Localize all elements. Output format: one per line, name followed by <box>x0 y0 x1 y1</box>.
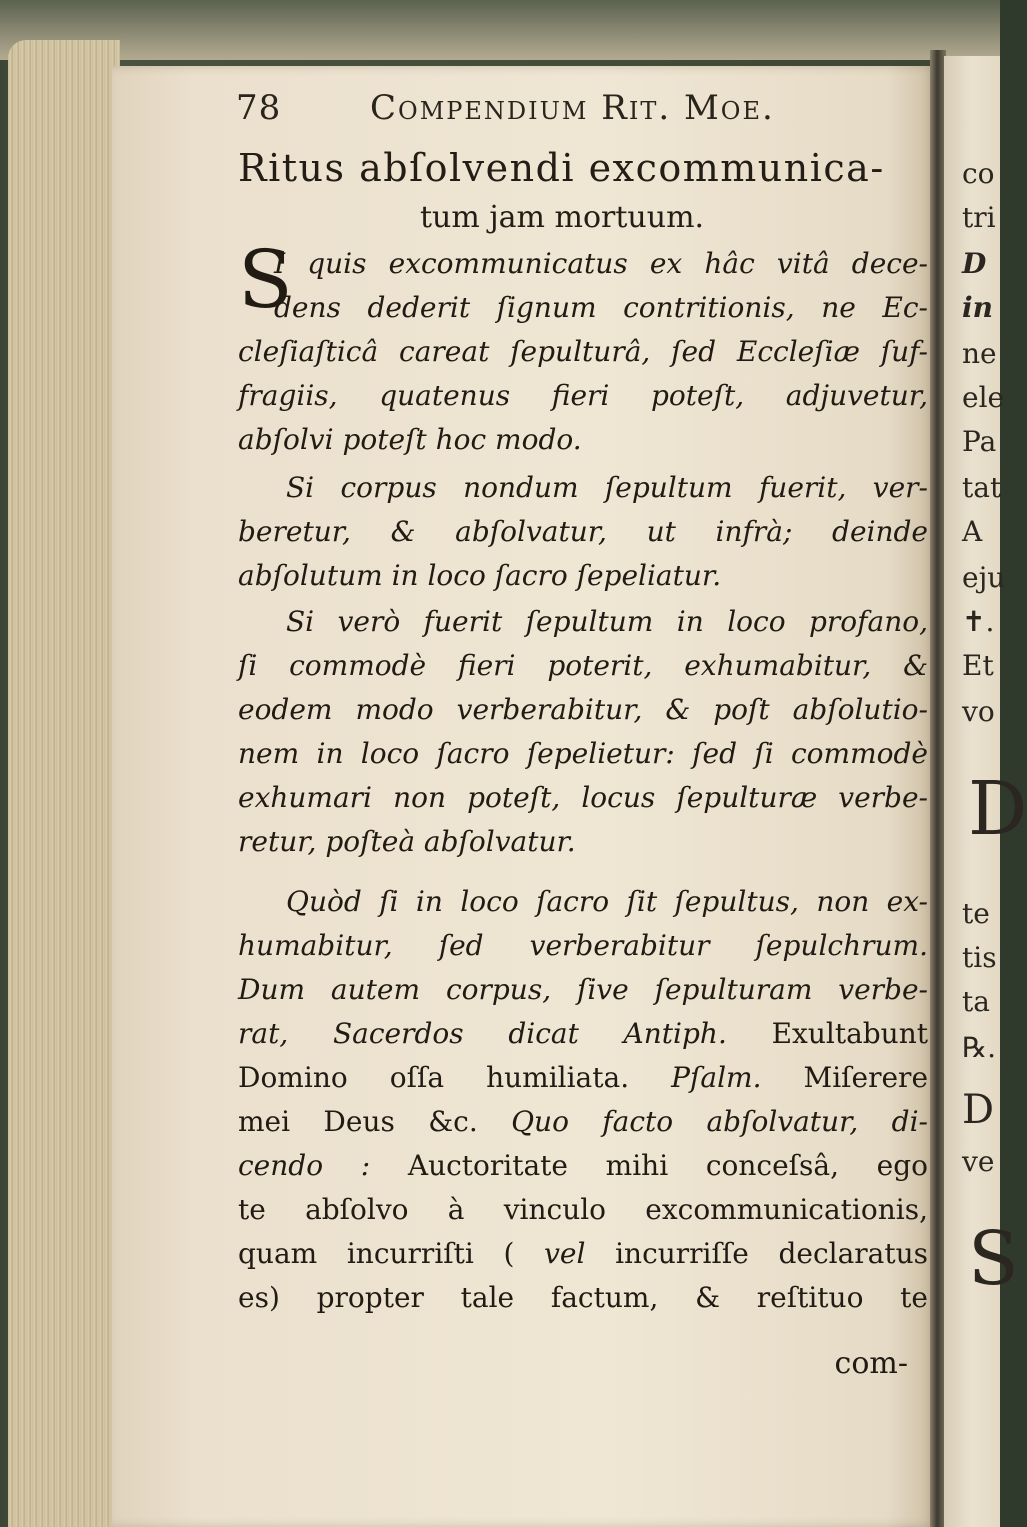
paragraph-2 <box>238 466 928 598</box>
facing-line: in <box>962 291 993 324</box>
text-line <box>238 1144 928 1188</box>
text-line: I quis excommunicatus ex hâc vitâ dece- <box>274 247 928 280</box>
roman-span: Auctoritate mihi conceſsâ, ego <box>407 1149 928 1182</box>
text-line: beretur, & abſolvatur, ut infrà; deinde <box>238 515 928 548</box>
facing-line: Pa <box>962 425 997 458</box>
paragraph-3 <box>238 600 928 864</box>
text-line: abſolutum in loco ſacro ſepeliatur. <box>238 559 722 592</box>
text-line: eodem modo verberabitur, & poſt abſolutio- <box>238 693 928 726</box>
facing-line: vo <box>962 695 995 728</box>
facing-line: ✝. <box>962 605 995 638</box>
italic-span: Pſalm. <box>671 1061 762 1094</box>
text-line: exhumari non poteſt, locus ſepulturæ verbe- <box>238 781 928 814</box>
facing-line: tat <box>962 471 1002 504</box>
facing-line: eju <box>962 561 1006 594</box>
facing-line: D <box>962 247 987 280</box>
facing-line: ta <box>962 985 990 1018</box>
page-number: 78 <box>236 88 282 128</box>
text-line: fragiis, quatenus fieri poteſt, adjuvetur, <box>238 379 928 412</box>
text-line <box>238 1056 928 1100</box>
paragraph-4 <box>238 880 928 1320</box>
text-line: Si corpus nondum ſepultum fuerit, ver- <box>286 471 928 504</box>
facing-line: ve <box>962 1145 995 1178</box>
section-title-line-2: tum jam mortuum. <box>420 200 705 235</box>
text-line: Dum autem corpus, ſive ſepulturam verbe- <box>238 973 928 1006</box>
drop-cap: S <box>238 233 293 326</box>
italic-span: vel <box>544 1237 586 1270</box>
text-line <box>238 1012 928 1056</box>
facing-line: te <box>962 897 990 930</box>
roman-span: incurriſſe declaratus <box>615 1237 929 1270</box>
text-line: humabitur, ſed verberabitur ſepulchrum. <box>238 929 928 962</box>
roman-span: quam incurriſti ( <box>238 1237 515 1270</box>
text-line: te abſolvo à vinculo excommunicationis, <box>238 1193 928 1226</box>
text-line <box>238 1232 928 1276</box>
text-line: es) propter tale factum, & reſtituo te <box>238 1281 928 1314</box>
book-cover-top <box>0 0 1000 60</box>
text-line: abſolvi poteſt hoc modo. <box>238 423 582 456</box>
roman-span: mei Deus &c. <box>238 1105 478 1138</box>
facing-initial: D <box>968 766 1027 852</box>
roman-span: Exultabunt <box>771 1017 928 1050</box>
page-edges <box>8 40 120 1527</box>
catchword: com- <box>834 1346 908 1381</box>
italic-span: Quo facto abſolvatur, di- <box>511 1105 928 1138</box>
text-line: dens dederit ſignum contritionis, ne Ec- <box>274 291 928 324</box>
running-title: Compendium Rit. Moe. <box>370 88 775 128</box>
facing-line: D <box>962 1087 995 1133</box>
roman-span: Miſerere <box>803 1061 929 1094</box>
facing-line: Et <box>962 649 994 682</box>
facing-line: co <box>962 157 995 190</box>
italic-span: rat, Sacerdos dicat Antiph. <box>238 1017 727 1050</box>
text-line <box>238 1100 928 1144</box>
text-line: retur, poſteà abſolvatur. <box>238 825 576 858</box>
text-line: ſi commodè fieri poterit, exhumabitur, & <box>238 649 928 682</box>
facing-line: ele <box>962 381 1005 414</box>
text-line: Si verò fuerit ſepultum in loco profano, <box>286 605 928 638</box>
facing-line: tis <box>962 941 997 974</box>
italic-span: cendo : <box>238 1149 371 1182</box>
text-line: nem in loco ſacro ſepelietur: ſed ſi commodè <box>238 737 928 770</box>
roman-span: Domino oſſa humiliata. <box>238 1061 630 1094</box>
facing-line: tri <box>962 201 996 234</box>
text-line: Quòd ſi in loco ſacro ſit ſepultus, non ex- <box>286 885 928 918</box>
facing-line: ℞. <box>962 1031 997 1064</box>
paragraph-1 <box>238 233 928 462</box>
facing-initial: S <box>968 1216 1019 1302</box>
text-line: cleſiaſticâ careat ſepulturâ, ſed Eccleſiæ ſuf- <box>238 335 928 368</box>
section-title-line-1: Ritus abſolvendi excommunica- <box>238 146 885 190</box>
facing-line: A <box>962 515 983 548</box>
facing-line: ne <box>962 337 997 370</box>
